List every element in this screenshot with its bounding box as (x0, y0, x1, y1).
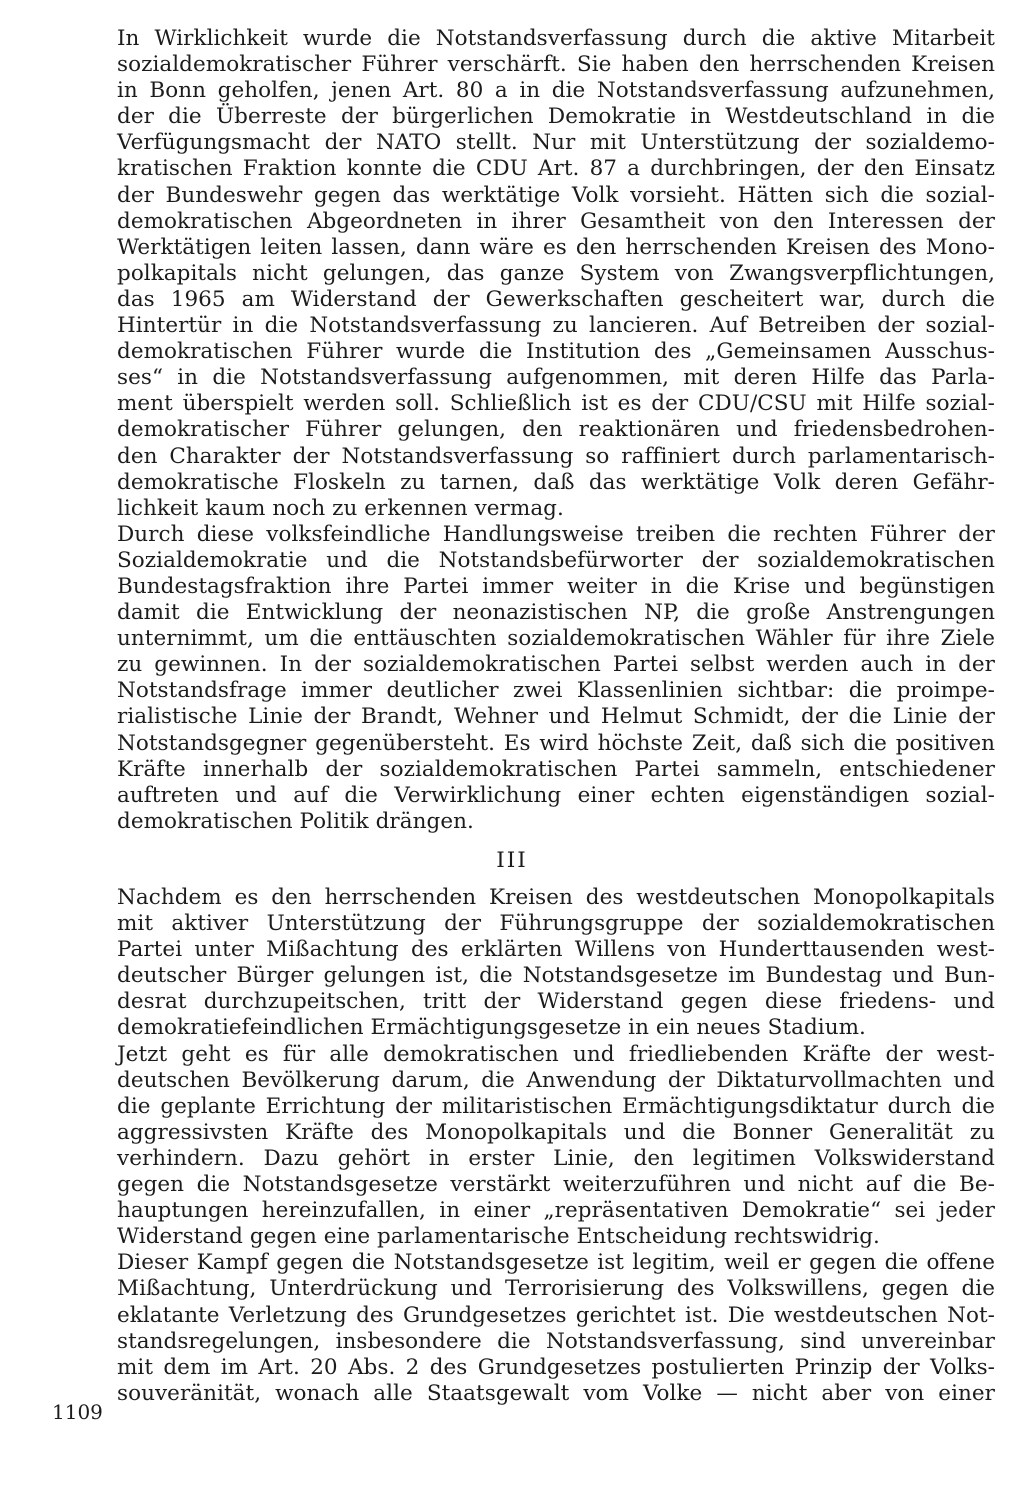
text-line: Widerstand gegen eine parlamentarische Entscheidung rechtswidrig. (117, 1224, 880, 1250)
text-line: Kräfte innerhalb der sozialdemokratischen Partei sammeln, entschiedener (117, 756, 995, 782)
text-block-section-iii (117, 885, 995, 1407)
text-line: Verfügungsmacht der NATO stellt. Nur mit Unterstützung der sozialdemo- (117, 130, 995, 156)
text-line: hauptungen hereinzufallen, in einer „repräsentativen Demokratie“ sei jeder (117, 1198, 995, 1224)
text-line: eklatante Verletzung des Grundgesetzes gerichtet ist. Die westdeutschen Not- (117, 1302, 995, 1328)
text-line: aggressivsten Kräfte des Monopolkapitals und die Bonner Generalität zu (117, 1119, 995, 1145)
text-line: Dieser Kampf gegen die Notstandsgesetze ist legitim, weil er gegen die offene (117, 1250, 995, 1276)
text-line: deutschen Bevölkerung darum, die Anwendung der Diktaturvollmachten und (117, 1067, 995, 1093)
text-line: Notstandsfrage immer deutlicher zwei Klassenlinien sichtbar: die proimpe- (117, 678, 995, 704)
text-line: demokratischen Abgeordneten in ihrer Gesamtheit von den Interessen der (117, 208, 995, 234)
text-line: demokratische Floskeln zu tarnen, daß das werktätige Volk deren Gefähr- (117, 469, 995, 495)
text-line: souveränität, wonach alle Staatsgewalt vom Volke — nicht aber von einer (117, 1380, 995, 1406)
text-line: Werktätigen leiten lassen, dann wäre es den herrschenden Kreisen des Mono- (117, 234, 995, 260)
text-line: der Bundeswehr gegen das werktätige Volk vorsieht. Hätten sich die sozial- (117, 182, 995, 208)
text-line: Bundestagsfraktion ihre Partei immer weiter in die Krise und begünstigen (117, 573, 995, 599)
text-line: lichkeit kaum noch zu erkennen vermag. (117, 495, 564, 521)
text-line: Sozialdemokratie und die Notstandsbefürworter der sozialdemokratischen (117, 547, 995, 573)
text-line: Mißachtung, Unterdrückung und Terrorisierung des Volkswillens, gegen die (117, 1276, 995, 1302)
text-line: rialistische Linie der Brandt, Wehner und Helmut Schmidt, der die Linie der (117, 704, 995, 730)
text-line: Nachdem es den herrschenden Kreisen des westdeutschen Monopolkapitals (117, 885, 995, 910)
text-line: deutscher Bürger gelungen ist, die Notstandsgesetze im Bundestag und Bun- (117, 963, 995, 989)
text-line: desrat durchzupeitschen, tritt der Widerstand gegen diese friedens- und (117, 989, 995, 1015)
text-line: demokratischen Führer wurde die Institution des „Gemeinsamen Ausschus- (117, 339, 995, 365)
text-line: demokratischer Führer gelungen, den reaktionären und friedensbedrohen- (117, 417, 995, 443)
text-line: der die Überreste der bürgerlichen Demokratie in Westdeutschland in die (117, 104, 995, 130)
text-line: das 1965 am Widerstand der Gewerkschaften gescheitert war, durch die (117, 286, 995, 312)
text-line: Notstandsgegner gegenübersteht. Es wird höchste Zeit, daß sich die positiven (117, 730, 995, 756)
text-line: Hintertür in die Notstandsverfassung zu lancieren. Auf Betreiben der sozial- (117, 313, 995, 339)
text-line: Jetzt geht es für alle demokratischen und friedliebenden Kräfte der west- (117, 1041, 995, 1067)
text-line: sozialdemokratischer Führer verschärft. Sie haben den herrschenden Kreisen (117, 52, 995, 78)
section-heading: III (496, 848, 528, 873)
text-line: demokratischen Politik drängen. (117, 808, 474, 834)
text-line: standsregelungen, insbesondere die Notstandsverfassung, sind unvereinbar (117, 1328, 995, 1354)
page-number: 1109 (52, 1400, 103, 1424)
text-line: gegen die Notstandsgesetze verstärkt weiterzuführen und nicht auf die Be- (117, 1172, 995, 1198)
text-line: auftreten und auf die Verwirklichung einer echten eigenständigen sozial- (117, 782, 995, 808)
text-line: Durch diese volksfeindliche Handlungsweise treiben die rechten Führer der (117, 521, 995, 547)
text-line: verhindern. Dazu gehört in erster Linie, den legitimen Volkswiderstand (117, 1145, 995, 1171)
text-line: In Wirklichkeit wurde die Notstandsverfassung durch die aktive Mitarbeit (117, 26, 995, 51)
text-line: unternimmt, um die enttäuschten sozialdemokratischen Wähler für ihre Ziele (117, 626, 995, 652)
text-line: ment überspielt werden soll. Schließlich ist es der CDU/CSU mit Hilfe sozial- (117, 391, 995, 417)
text-line: mit aktiver Unterstützung der Führungsgruppe der sozialdemokratischen (117, 911, 995, 937)
text-line: mit dem im Art. 20 Abs. 2 des Grundgesetzes postulierten Prinzip der Volks- (117, 1354, 995, 1380)
text-line: demokratiefeindlichen Ermächtigungsgesetze in ein neues Stadium. (117, 1015, 866, 1041)
text-line: die geplante Errichtung der militaristischen Ermächtigungsdiktatur durch die (117, 1093, 995, 1119)
text-line: polkapitals nicht gelungen, das ganze System von Zwangsverpflichtungen, (117, 260, 995, 286)
text-line: damit die Entwicklung der neonazistischen NP, die große Anstrengungen (117, 600, 995, 626)
text-line: zu gewinnen. In der sozialdemokratischen Partei selbst werden auch in der (117, 652, 995, 678)
text-line: den Charakter der Notstandsverfassung so raffiniert durch parlamentarisch- (117, 443, 995, 469)
text-block-main (117, 26, 995, 835)
text-line: in Bonn geholfen, jenen Art. 80 a in die Notstandsverfassung aufzunehmen, (117, 78, 995, 104)
text-line: ses“ in die Notstandsverfassung aufgenommen, mit deren Hilfe das Parla- (117, 365, 995, 391)
text-line: kratischen Fraktion konnte die CDU Art. 87 a durchbringen, der den Einsatz (117, 156, 995, 182)
text-line: Partei unter Mißachtung des erklärten Willens von Hunderttausenden west- (117, 937, 995, 963)
